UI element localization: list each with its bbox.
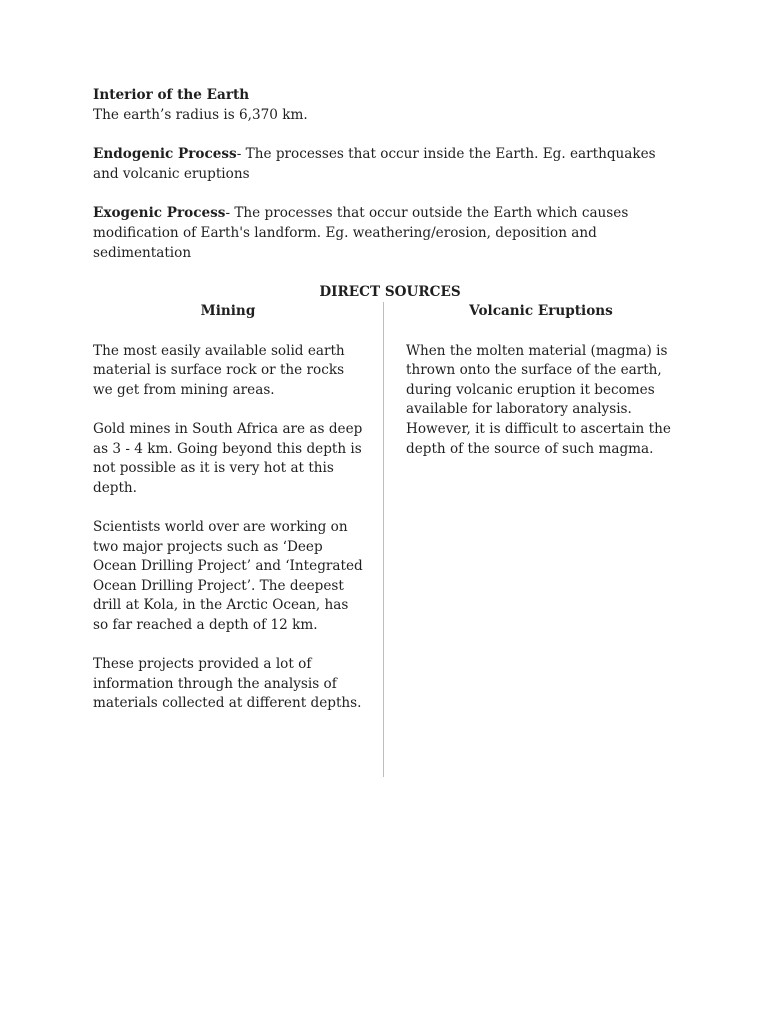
direct-sources-title: DIRECT SOURCES: [319, 284, 461, 301]
mining-column: [93, 302, 363, 733]
endogenic-term: Endogenic Process: [93, 146, 237, 163]
mining-paragraph: Scientists world over are working on two major projects such as ‘Deep Ocean Drilling Project’ and ‘Integrated Ocean Drilling Project’. The deepest drill at Kola, in the Arctic Ocean, has so far reached a depth of 12 km.: [93, 518, 363, 633]
intro-block: [93, 86, 683, 125]
volcanic-title: Volcanic Eruptions: [469, 303, 613, 319]
radius-text: The earth’s radius is 6,370 km.: [93, 106, 308, 123]
mining-paragraph: Gold mines in South Africa are as deep as 3 - 4 km. Going beyond this depth is not possible as it is very hot at this depth.: [93, 420, 363, 496]
mining-title: Mining: [200, 303, 256, 319]
mining-paragraph: These projects provided a lot of information through the analysis of materials collected at different depths.: [93, 656, 362, 712]
volcanic-paragraph: When the molten material (magma) is thrown onto the surface of the earth, during volcanic eruption it becomes available for laboratory analysis. However, it is difficult to ascertain the depth of the source of such magma.: [406, 342, 671, 457]
exogenic-text: - The processes that occur outside the Earth which causes modification of Earth's landform. Eg. weathering/erosion, deposition and sedimentation: [93, 205, 629, 261]
exogenic-term: Exogenic Process: [93, 205, 226, 222]
document-body: [93, 86, 683, 303]
mining-paragraph: The most easily available solid earth material is surface rock or the rocks we get from mining areas.: [93, 342, 345, 398]
direct-sources-table: [93, 302, 677, 778]
volcanic-column: [406, 302, 676, 479]
column-divider: [383, 302, 384, 777]
page-title: Interior of the Earth: [93, 87, 250, 103]
exogenic-definition: [93, 204, 683, 263]
endogenic-text: - The processes that occur inside the Earth. Eg. earthquakes and volcanic eruptions: [93, 146, 656, 182]
endogenic-definition: [93, 145, 683, 184]
